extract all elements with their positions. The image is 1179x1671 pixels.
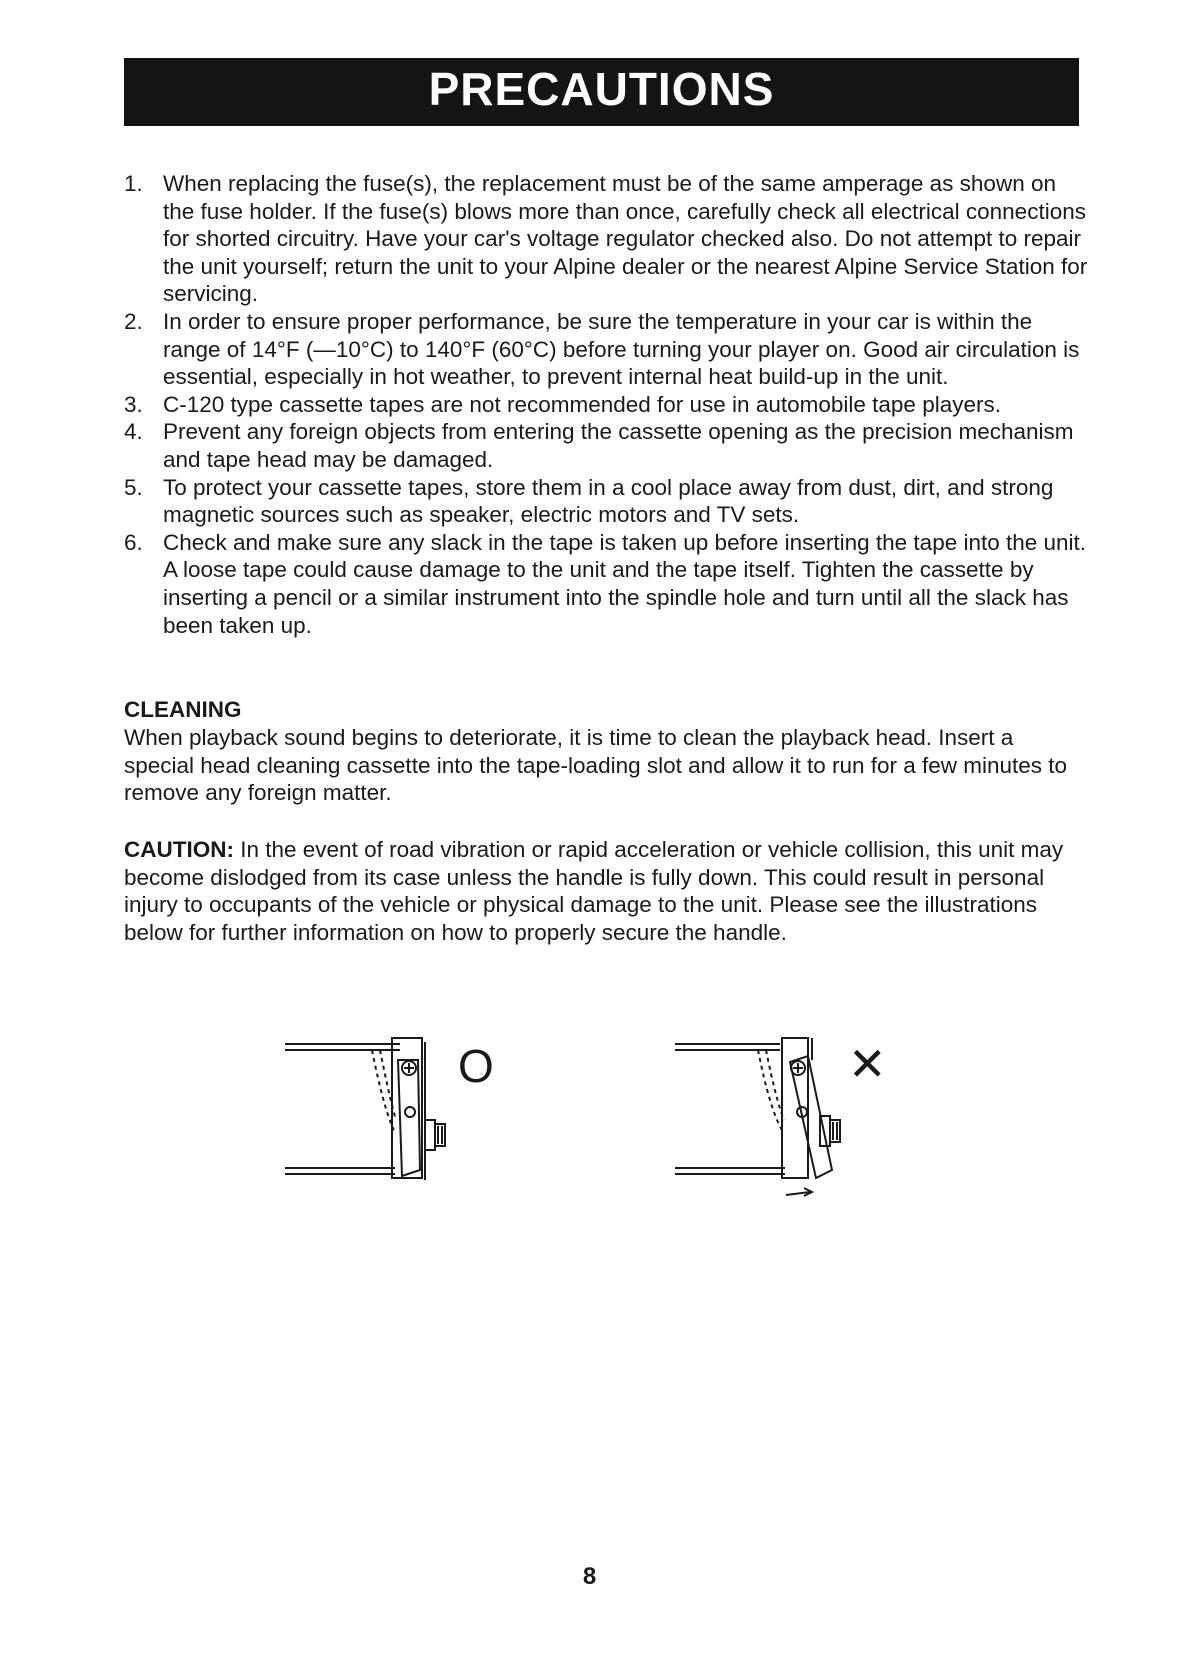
list-item [118, 529, 1093, 639]
handle-incorrect-illustration [670, 1020, 940, 1220]
cleaning-text: When playback sound begins to deteriorate, it is time to clean the playback head. Insert a special head cleaning cassette into the tape-loading slot and allow it to run for a few minutes to remove any foreign matter. [124, 725, 1068, 806]
item-text: Check and make sure any slack in the tape is taken up before inserting the tape into the unit. A loose tape could cause damage to the unit and the tape itself. Tighten the cassette by inserting a pencil or a similar instrument into the spindle hole and turn until all the slack has been taken up. [163, 529, 1087, 638]
title-banner [124, 58, 1079, 126]
caution-text: In the event of road vibration or rapid acceleration or vehicle collision, this unit may become dislodged from its case unless the handle is fully down. This could result in personal injury to occupants of the vehicle or physical damage to the unit. Please see the illustrations below for further information on how to properly secure the handle. [124, 837, 1064, 945]
caution-paragraph [124, 836, 1084, 946]
item-text: To protect your cassette tapes, store them in a cool place away from dust, dirt, and strong magnetic sources such as speaker, electric motors and TV sets. [163, 474, 1054, 528]
item-number: 4. [124, 419, 143, 445]
list-item [118, 391, 1093, 419]
item-text: C-120 type cassette tapes are not recommended for use in automobile tape players. [163, 391, 1001, 417]
page-title: PRECAUTIONS [428, 63, 775, 115]
list-item [118, 308, 1093, 391]
item-text: Prevent any foreign objects from entering the cassette opening as the precision mechanism and tape head may be damaged. [163, 419, 1074, 472]
item-text: When replacing the fuse(s), the replacement must be of the same amperage as shown on the fuse holder. If the fuse(s) blows more than once, carefully check all electrical connections for shorted circuitry. Have your car's voltage regulator checked also. Do not attempt to repair the unit yourself; return the unit to your Alpine dealer or the nearest Alpine Service Station for servicing. [163, 171, 1088, 307]
item-number: 5. [124, 474, 143, 500]
correct-mark-icon: O [458, 1040, 494, 1092]
list-item [118, 474, 1093, 529]
cleaning-heading: CLEANING [124, 697, 242, 722]
incorrect-mark-icon: ✕ [848, 1037, 887, 1091]
item-text: In order to ensure proper performance, be sure the temperature in your car is within the range of 14°F (—10°C) to 140°F (60°C) before turning your player on. Good air circulation is essential, especially in hot weather, to prevent internal heat build-up in the unit. [163, 308, 1080, 390]
precautions-list [118, 170, 1093, 639]
page-number: 8 [582, 1563, 597, 1590]
handle-correct-illustration [280, 1020, 540, 1205]
list-item [118, 170, 1093, 308]
list-item [118, 418, 1093, 473]
item-number: 2. [124, 308, 143, 334]
caution-label: CAUTION: [124, 837, 234, 862]
item-number: 1. [124, 171, 143, 196]
item-number: 3. [124, 391, 143, 417]
item-number: 6. [124, 529, 143, 555]
